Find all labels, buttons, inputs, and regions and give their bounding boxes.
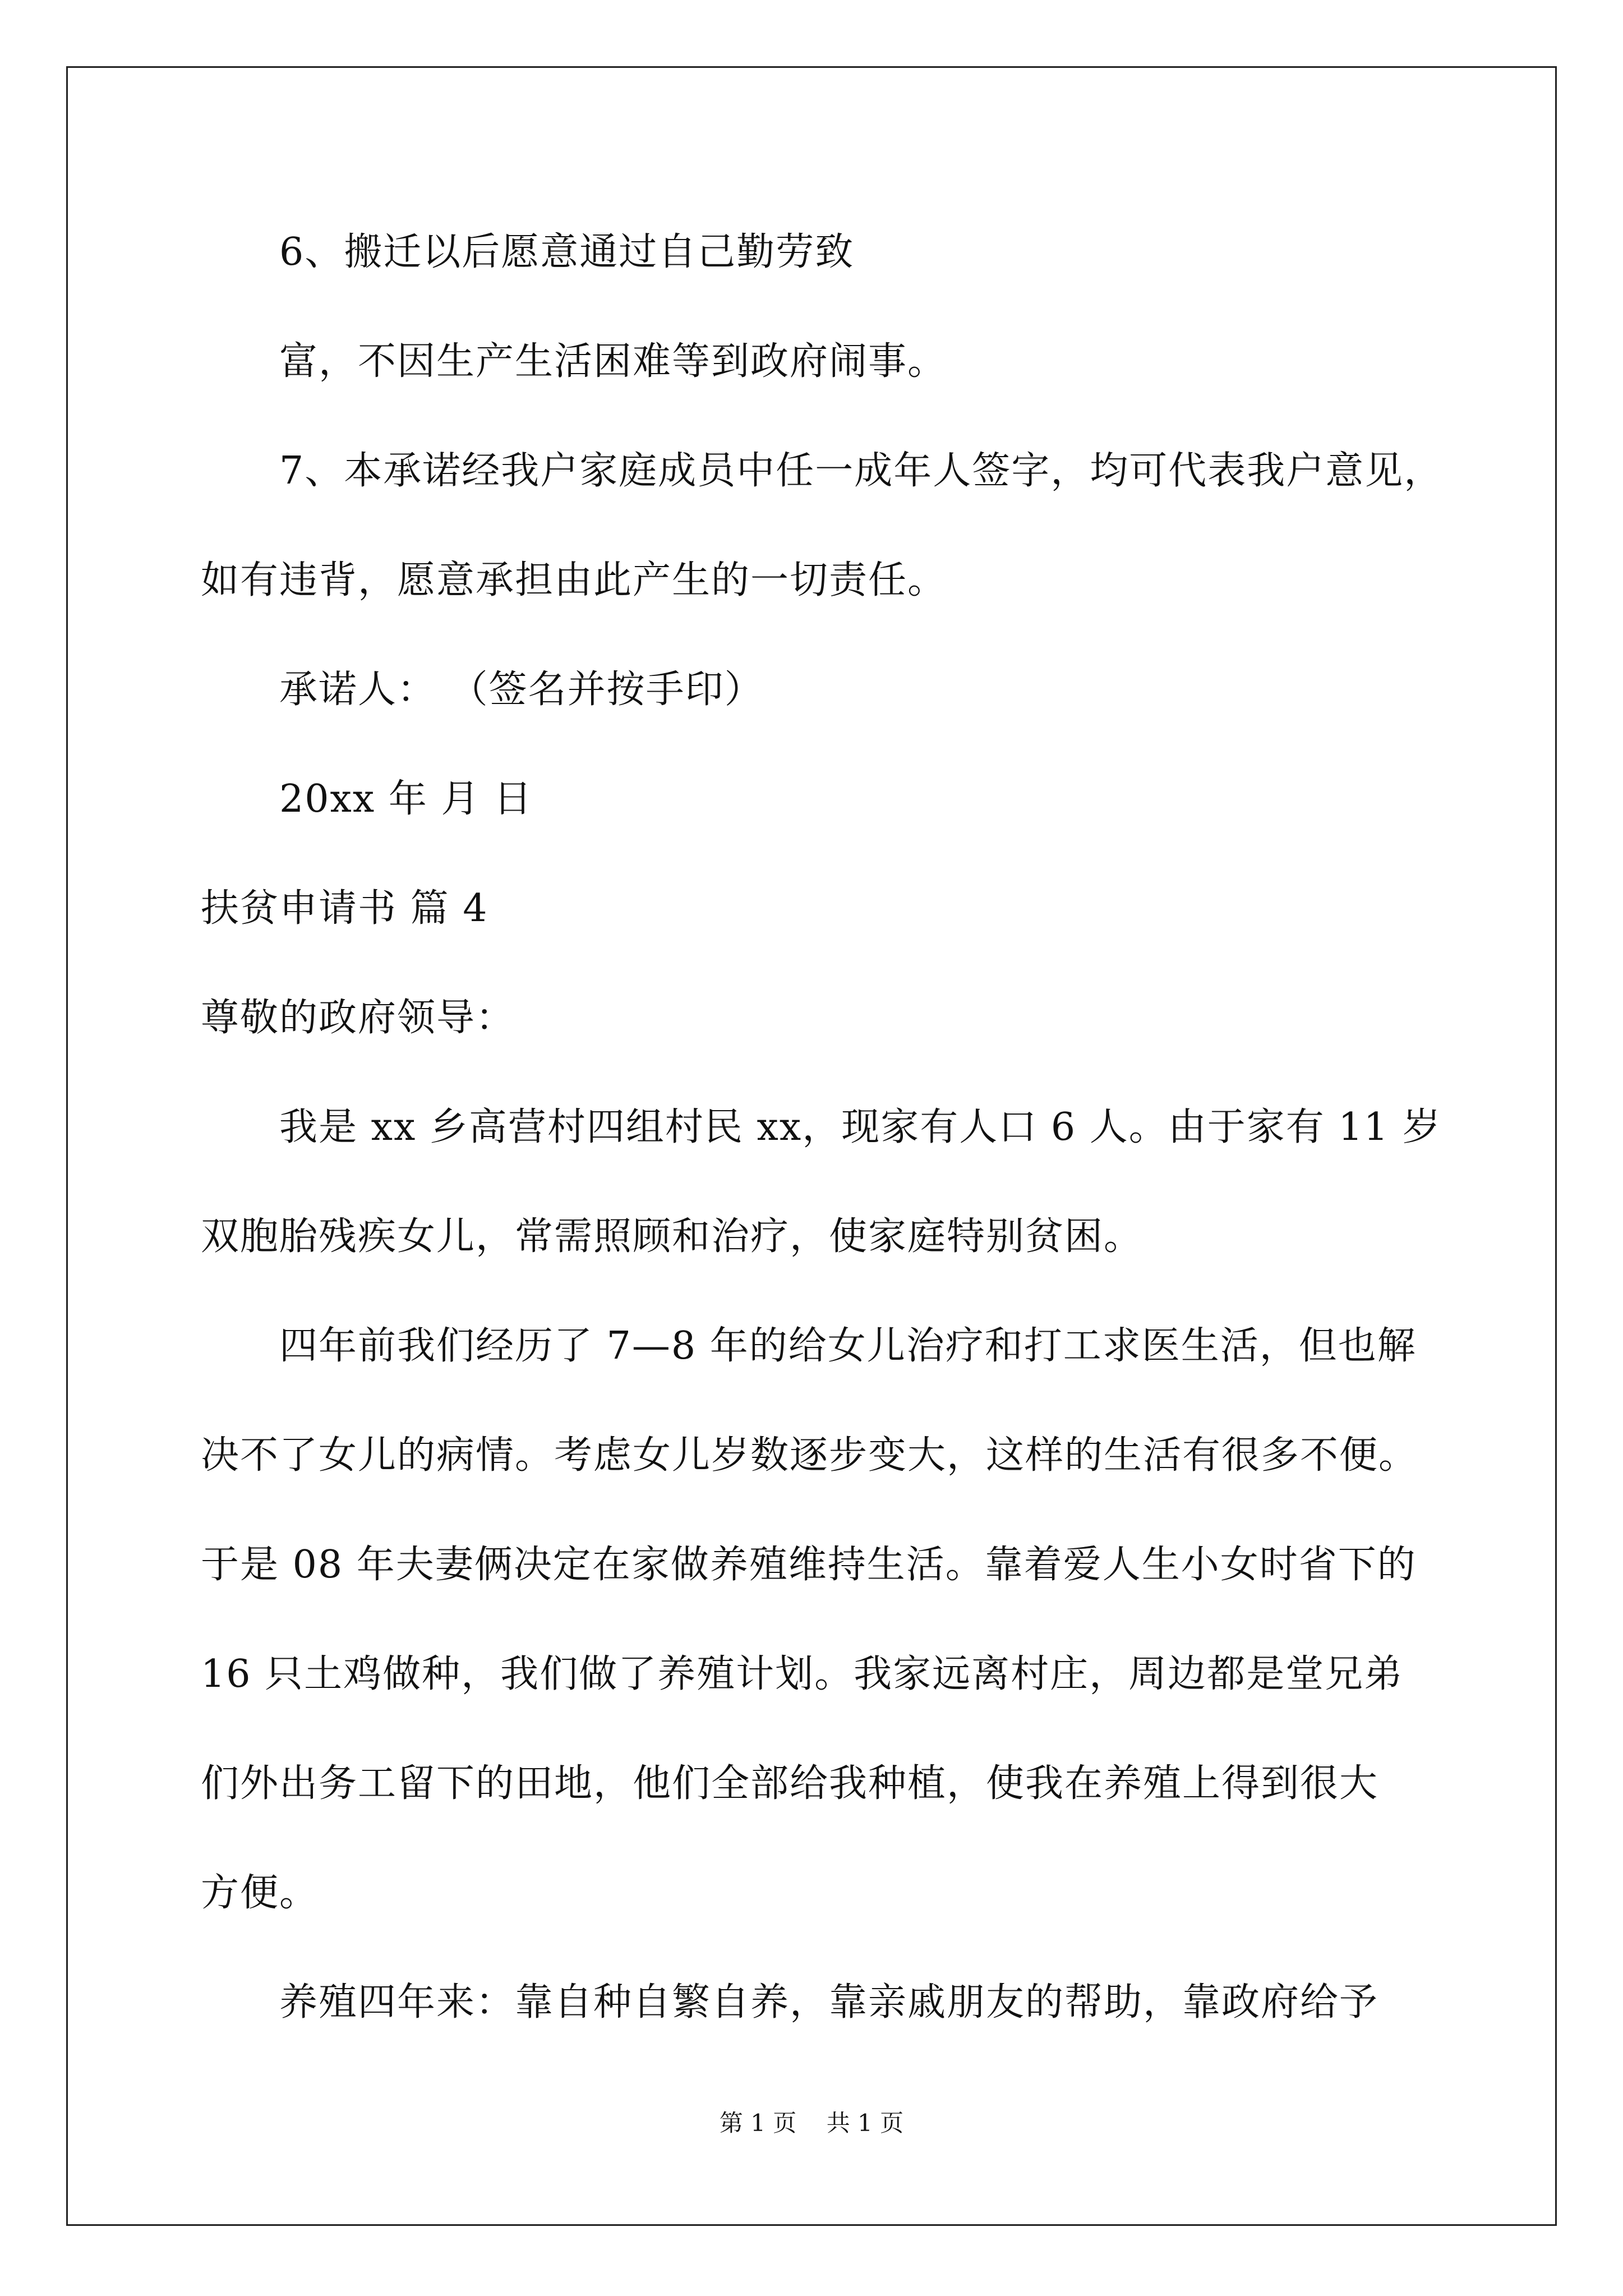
paragraph-line: 于是 08 年夫妻俩决定在家做养殖维持生活。靠着爱人生小女时省下的 xyxy=(201,1543,1417,1587)
paragraph-line: 6、搬迁以后愿意通过自己勤劳致 xyxy=(279,230,855,274)
date-line: 20xx 年 月 日 xyxy=(279,777,533,821)
salutation: 尊敬的政府领导： xyxy=(201,996,515,1040)
paragraph-line: 双胞胎残疾女儿，常需照顾和治疗，使家庭特别贫困。 xyxy=(201,1214,1144,1259)
section-heading: 扶贫申请书 篇 4 xyxy=(201,886,488,931)
signature-line: 承诺人： （签名并按手印） xyxy=(279,668,764,712)
paragraph-line: 我是 xx 乡高营村四组村民 xx，现家有人口 6 人。由于家有 11 岁 xyxy=(279,1105,1442,1149)
paragraph-line: 决不了女儿的病情。考虑女儿岁数逐步变大，这样的生活有很多不便。 xyxy=(201,1433,1418,1478)
paragraph-line: 富，不因生产生活困难等到政府闹事。 xyxy=(279,339,947,384)
page-number-footer: 第 1 页 共 1 页 xyxy=(719,2109,904,2137)
paragraph-line: 方便。 xyxy=(201,1871,319,1915)
paragraph-line: 如有违背，愿意承担由此产生的一切责任。 xyxy=(201,558,947,602)
paragraph-line: 们外出务工留下的田地，他们全部给我种植，使我在养殖上得到很大 xyxy=(201,1761,1379,1806)
paragraph-line: 养殖四年来：靠自种自繁自养，靠亲戚朋友的帮助，靠政府给予 xyxy=(279,1980,1379,2024)
paragraph-line: 7、本承诺经我户家庭成员中任一成年人签字，均可代表我户意见， xyxy=(279,449,1444,493)
paragraph-line: 四年前我们经历了 7—8 年的给女儿治疗和打工求医生活，但也解 xyxy=(279,1324,1417,1368)
paragraph-line: 16 只土鸡做种，我们做了养殖计划。我家远离村庄，周边都是堂兄弟 xyxy=(201,1652,1404,1696)
